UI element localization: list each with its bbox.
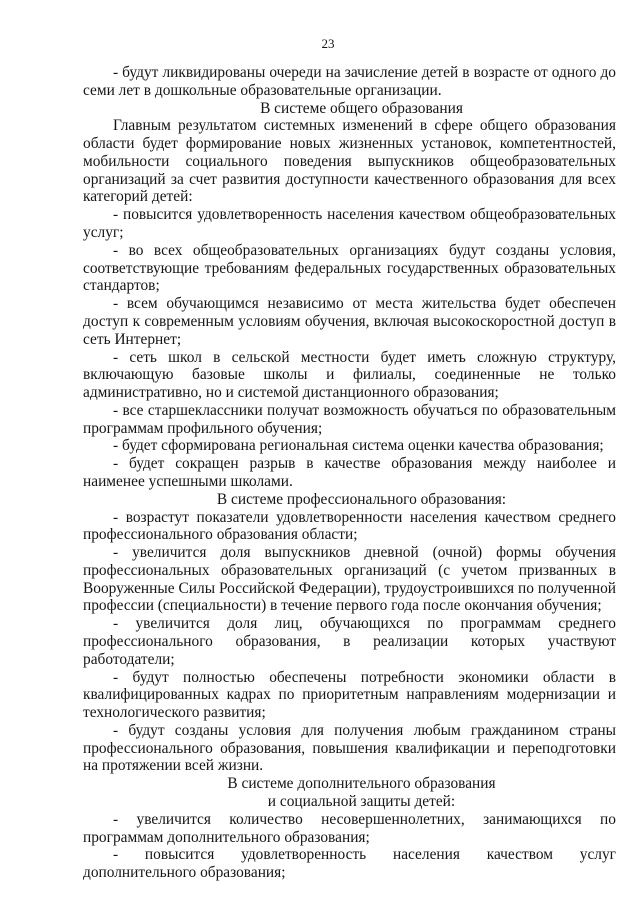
paragraph: - будет сформирована региональная система оценки качества образования; <box>113 437 604 455</box>
section-heading: В системе профессионального образования: <box>216 490 507 508</box>
paragraph: - будут ликвидированы очереди на зачисление детей в возрасте от одного до семи лет в дошкольные образовательные организации. <box>83 64 616 99</box>
paragraph: - увеличится доля выпускников дневной (очной) формы обучения профессиональных образовательных организаций (с учетом призванных в Вооруженные Силы Российской Федерации), трудоустроившихся по полученной профессии (специальности) в течение первого года после окончания обучения; <box>83 544 616 615</box>
paragraph: - увеличится количество несовершеннолетних, занимающихся по программам дополнительного образования; <box>83 810 616 846</box>
document-body <box>83 64 616 882</box>
paragraph: - возрастут показатели удовлетворенности населения качеством среднего профессионального образования области; <box>83 508 616 544</box>
paragraph: - увеличится доля лиц, обучающихся по программам среднего профессионального образования, в реализации которых участвуют работодатели; <box>83 615 616 668</box>
paragraph: - будут созданы условия для получения любым гражданином страны профессионального образования, повышения квалификации и переподготовки на протяжении всей жизни. <box>83 721 616 775</box>
paragraph: Главным результатом системных изменений в сфере общего образования области будет формирование новых жизненных установок, компетентностей, мобильности социального поведения выпускников общеобразовательных организаций за счет развития доступности качественного образования для всех категорий детей: <box>83 117 616 206</box>
section-heading: В системе общего образования <box>260 99 463 117</box>
paragraph: - будет сокращен разрыв в качестве образования между наиболее и наименее успешными школами. <box>83 455 616 490</box>
paragraph: - все старшеклассники получат возможность обучаться по образовательным программам профильного обучения; <box>83 401 616 437</box>
page-number: 23 <box>321 36 335 51</box>
paragraph: - повысится удовлетворенность населения качеством услуг дополнительного образования; <box>83 846 616 882</box>
paragraph: - всем обучающимся независимо от места жительства будет обеспечен доступ к современным условиям обучения, включая высокоскоростной доступ в сеть Интернет; <box>83 295 616 348</box>
paragraph: - повысится удовлетворенность населения качеством общеобразовательных услуг; <box>83 206 616 242</box>
section-heading: В системе дополнительного образования <box>227 775 496 793</box>
paragraph: - будут полностью обеспечены потребности экономики области в квалифицированных кадрах по приоритетным направлениям модернизации и технологического развития; <box>83 668 616 722</box>
paragraph: - сеть школ в сельской местности будет иметь сложную структуру, включающую базовые школы и филиалы, соединенные не только административно, но и системой дистанционного образования; <box>83 348 616 402</box>
paragraph: - во всех общеобразовательных организациях будут созданы условия, соответствующие требованиям федеральных государственных образовательных стандартов; <box>83 241 616 295</box>
section-heading: и социальной защиты детей: <box>267 793 456 811</box>
